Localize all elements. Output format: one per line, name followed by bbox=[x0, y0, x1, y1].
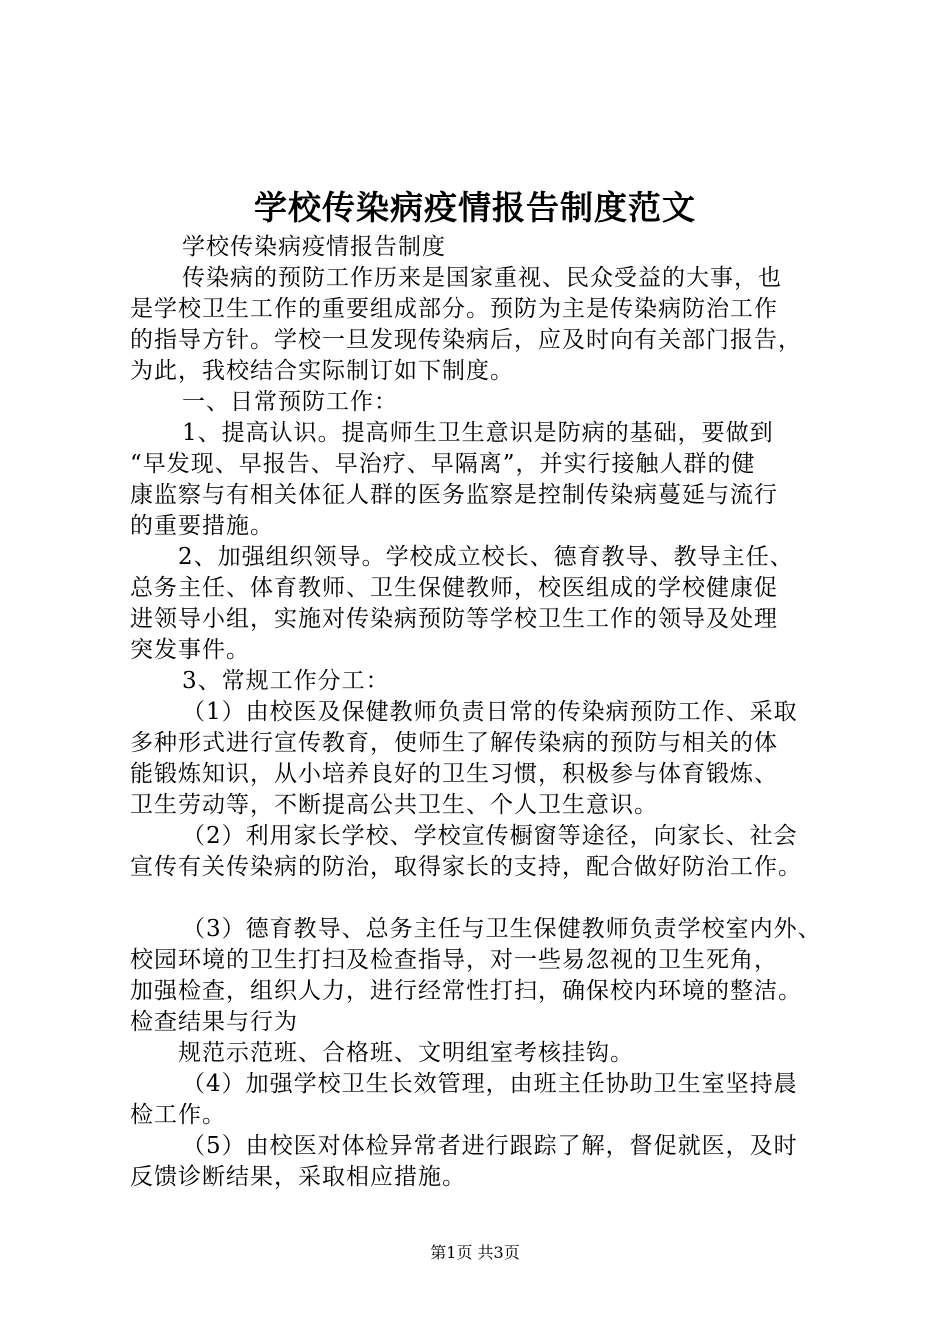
text-line: 检工作。 bbox=[130, 1102, 226, 1128]
text-line: 能锻炼知识，从小培养良好的卫生习惯，积极参与体育锻炼、 bbox=[130, 761, 778, 787]
text-line: 突发事件。 bbox=[130, 637, 250, 663]
text-line: 3、常规工作分工： bbox=[182, 668, 390, 694]
text-line: 的指导方针。学校一旦发现传染病后，应及时向有关部门报告， bbox=[130, 327, 802, 353]
text-line: 卫生劳动等，不断提高公共卫生、个人卫生意识。 bbox=[130, 792, 658, 818]
text-line: （5）由校医对体检异常者进行跟踪了解，督促就医，及时 bbox=[182, 1133, 798, 1159]
text-line: （4）加强学校卫生长效管理，由班主任协助卫生室坚持晨 bbox=[182, 1071, 798, 1097]
text-line: 总务主任、体育教师、卫生保健教师，校医组成的学校健康促 bbox=[130, 575, 778, 601]
text-line: 为此，我校结合实际制订如下制度。 bbox=[130, 358, 514, 384]
text-line: 是学校卫生工作的重要组成部分。预防为主是传染病防治工作 bbox=[130, 296, 778, 322]
text-line: 传染病的预防工作历来是国家重视、民众受益的大事，也 bbox=[182, 265, 782, 291]
page-footer: 第1页 共3页 bbox=[430, 1243, 520, 1262]
text-line: 一、日常预防工作： bbox=[182, 389, 398, 415]
text-line: 学校传染病疫情报告制度 bbox=[182, 234, 446, 260]
text-line: （2）利用家长学校、学校宣传橱窗等途径，向家长、社会 bbox=[182, 823, 798, 849]
text-line: 加强检查，组织人力，进行经常性打扫，确保校内环境的整洁。 bbox=[130, 978, 802, 1004]
text-line: 多种形式进行宣传教育，使师生了解传染病的预防与相关的体 bbox=[130, 730, 778, 756]
text-line: 进领导小组，实施对传染病预防等学校卫生工作的领导及处理 bbox=[130, 606, 778, 632]
text-line: 检查结果与行为 bbox=[130, 1009, 298, 1035]
text-line: （1）由校医及保健教师负责日常的传染病预防工作、采取 bbox=[182, 699, 798, 725]
text-line: 康监察与有相关体征人群的医务监察是控制传染病蔓延与流行 bbox=[130, 482, 778, 508]
text-line: 规范示范班、合格班、文明组室考核挂钩。 bbox=[178, 1040, 634, 1066]
text-line: 校园环境的卫生打扫及检查指导，对一些易忽视的卫生死角， bbox=[130, 947, 778, 973]
text-line: 1、提高认识。提高师生卫生意识是防病的基础，要做到 bbox=[182, 420, 774, 446]
text-line: 2、加强组织领导。学校成立校长、德育教导、教导主任、 bbox=[178, 544, 794, 570]
document-body bbox=[130, 232, 840, 1193]
text-line: 的重要措施。 bbox=[130, 513, 274, 539]
text-line: 反馈诊断结果，采取相应措施。 bbox=[130, 1164, 466, 1190]
text-line: （3）德育教导、总务主任与卫生保健教师负责学校室内外、 bbox=[182, 916, 822, 942]
text-line: 宣传有关传染病的防治，取得家长的支持，配合做好防治工作。 bbox=[130, 854, 802, 880]
paragraph-gap bbox=[130, 883, 840, 914]
text-line: “早发现、早报告、早治疗、早隔离”，并实行接触人群的健 bbox=[130, 451, 756, 477]
document-title: 学校传染病疫情报告制度范文 bbox=[254, 188, 696, 227]
